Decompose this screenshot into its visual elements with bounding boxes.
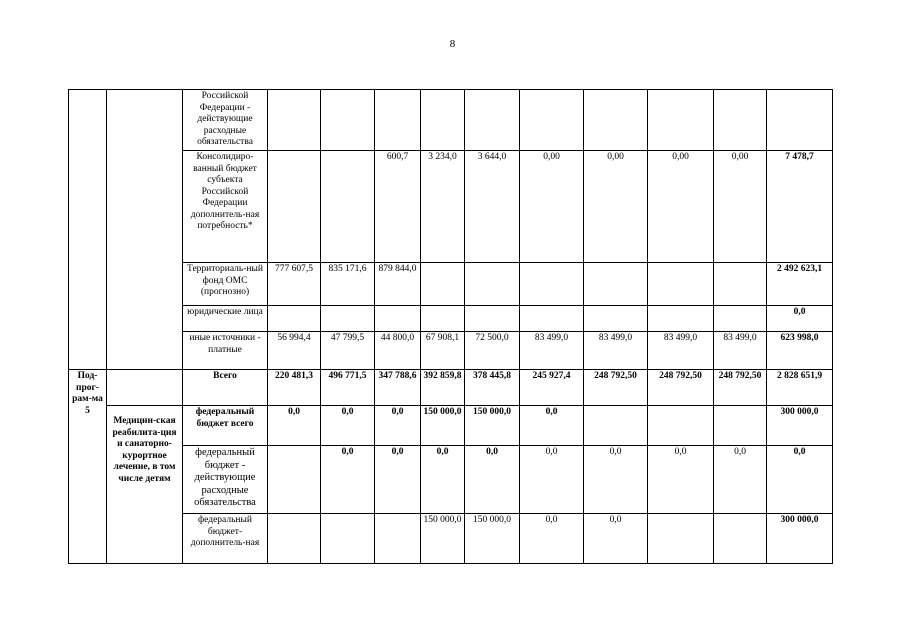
value-cell: 0,0 (584, 446, 648, 514)
value-cell: 248 792,50 (648, 370, 714, 406)
table-row (69, 263, 833, 306)
value-cell: 0,00 (714, 151, 767, 263)
value-cell: 600,7 (375, 151, 421, 263)
value-cell: 44 800,0 (375, 332, 421, 370)
value-cell: 0,00 (584, 151, 648, 263)
value-cell: 378 445,8 (465, 370, 520, 406)
program-name-cell (107, 90, 183, 370)
page-number: 8 (449, 38, 456, 50)
total-cell: 0,0 (767, 306, 833, 332)
value-cell: 0,0 (321, 446, 375, 514)
value-cell: 777 607,5 (268, 263, 321, 306)
value-cell: 0,00 (520, 151, 584, 263)
value-cell: 67 908,1 (421, 332, 465, 370)
value-cell: 0,0 (321, 406, 375, 446)
source-cell: федеральный бюджет- дополнитель-ная (183, 514, 268, 564)
source-cell: Всего (183, 370, 268, 406)
total-cell: 7 478,7 (767, 151, 833, 263)
budget-table (68, 89, 833, 564)
value-cell: 0,0 (375, 406, 421, 446)
value-cell (268, 151, 321, 263)
table-row (69, 306, 833, 332)
value-cell: 347 788,6 (375, 370, 421, 406)
value-cell: 496 771,5 (321, 370, 375, 406)
source-cell: Консолидиро-ванный бюджет субъекта Российской Федерации дополнитель-ная потребность* (183, 151, 268, 263)
value-cell: 83 499,0 (648, 332, 714, 370)
value-cell: 0,0 (520, 406, 584, 446)
value-cell: 83 499,0 (520, 332, 584, 370)
value-cell: 83 499,0 (584, 332, 648, 370)
value-cell (465, 263, 520, 306)
table-row (69, 90, 833, 151)
value-cell: 150 000,0 (465, 514, 520, 564)
value-cell: 150 000,0 (421, 406, 465, 446)
value-cell: 150 000,0 (421, 514, 465, 564)
value-cell (584, 263, 648, 306)
value-cell: 72 500,0 (465, 332, 520, 370)
source-cell: федеральный бюджет всего (183, 406, 268, 446)
source-cell: федеральный бюджет - действующие расходные обязательства (183, 446, 268, 514)
table-row (69, 446, 833, 514)
value-cell: 245 927,4 (520, 370, 584, 406)
program-cell (69, 90, 107, 370)
value-cell: 392 859,8 (421, 370, 465, 406)
value-cell: 0,0 (465, 446, 520, 514)
total-cell: 2 492 623,1 (767, 263, 833, 306)
value-cell (321, 151, 375, 263)
total-cell: 0,0 (767, 446, 833, 514)
value-cell: 3 234,0 (421, 151, 465, 263)
source-cell: Территориаль-ный фонд ОМС (прогнозно) (183, 263, 268, 306)
value-cell: 879 844,0 (375, 263, 421, 306)
value-cell: 835 171,6 (321, 263, 375, 306)
total-cell: 623 998,0 (767, 332, 833, 370)
value-cell: 0,0 (714, 446, 767, 514)
value-cell: 0,0 (520, 446, 584, 514)
value-cell (520, 263, 584, 306)
subprogram-label: Под-прог-рам-ма 5 (69, 370, 107, 564)
table-row (69, 370, 833, 406)
value-cell: 0,0 (648, 446, 714, 514)
value-cell: 150 000,0 (465, 406, 520, 446)
value-cell: 0,0 (520, 514, 584, 564)
value-cell: 0,00 (648, 151, 714, 263)
value-cell: 0,0 (375, 446, 421, 514)
total-cell: 300 000,0 (767, 406, 833, 446)
value-cell (714, 263, 767, 306)
total-cell: 2 828 651,9 (767, 370, 833, 406)
table-row (69, 514, 833, 564)
source-cell: иные источники - платные (183, 332, 268, 370)
value-cell (421, 263, 465, 306)
table-row (69, 406, 833, 446)
value-cell: 3 644,0 (465, 151, 520, 263)
value-cell: 248 792,50 (714, 370, 767, 406)
total-cell: 300 000,0 (767, 514, 833, 564)
value-cell: 248 792,50 (584, 370, 648, 406)
table-row (69, 332, 833, 370)
value-cell: 56 994,4 (268, 332, 321, 370)
table-row (69, 151, 833, 263)
value-cell: 83 499,0 (714, 332, 767, 370)
value-cell: 0,0 (421, 446, 465, 514)
value-cell: 0,0 (268, 406, 321, 446)
source-cell: юридические лица (183, 306, 268, 332)
value-cell: 47 799,5 (321, 332, 375, 370)
source-cell: Российской Федерации - действующие расходные обязательства (183, 90, 268, 151)
value-cell (648, 263, 714, 306)
value-cell: 0,0 (584, 514, 648, 564)
subprogram-name: Медицин-ская реабилита-ция и санаторно-курортное лечение, в том числе детям (107, 406, 183, 564)
value-cell: 220 481,3 (268, 370, 321, 406)
